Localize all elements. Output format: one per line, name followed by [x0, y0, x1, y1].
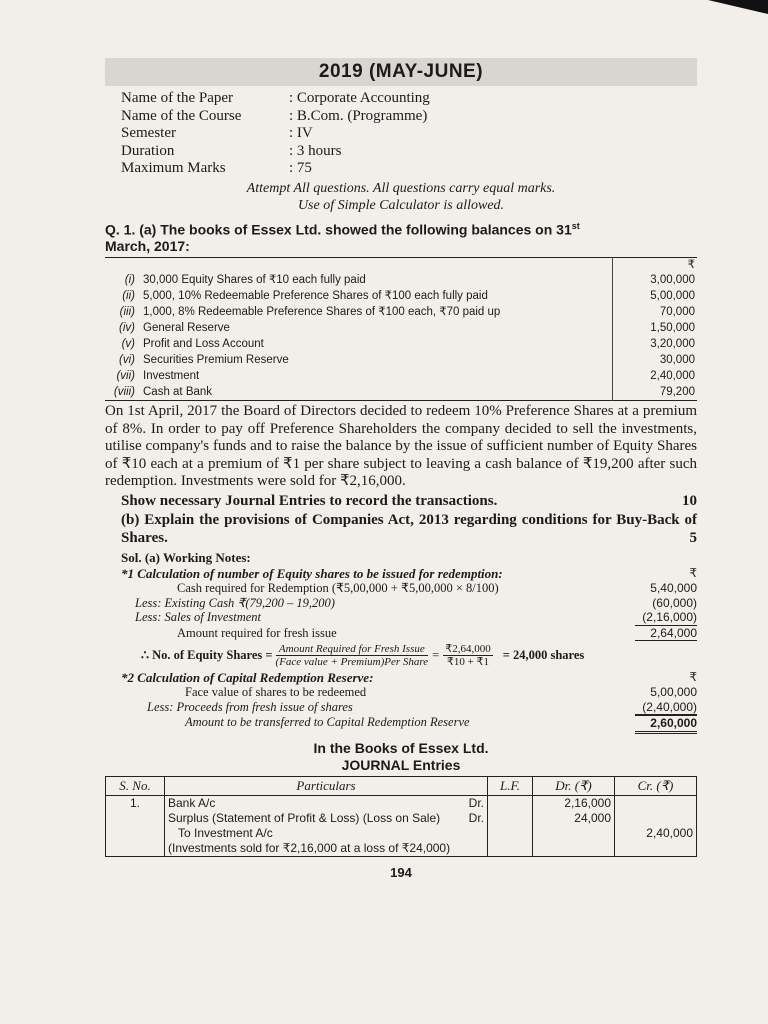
exam-page — [105, 58, 697, 880]
calc-row: Amount required for fresh issue 2,64,000 — [177, 625, 697, 640]
page-corner-shadow — [708, 0, 768, 14]
table-row: (iv) General Reserve 1,50,000 — [119, 322, 695, 335]
part-b-question: (b) Explain the provisions of Companies Act, 2013 regarding conditions for Buy-Back of Shares. 5 — [121, 512, 697, 546]
solution-section — [105, 550, 697, 734]
show-instruction: Show necessary Journal Entries to record the transactions. 10 — [121, 492, 697, 509]
calc-row: Face value of shares to be redeemed 5,00,000 — [185, 685, 697, 700]
page-title: 2019 (MAY-JUNE) — [318, 61, 484, 82]
books-heading: In the Books of Essex Ltd. — [313, 739, 489, 756]
meta-row: Maximum Marks : 75 — [121, 160, 312, 176]
journal-table — [105, 776, 697, 857]
calc-row: Cash required for Redemption (₹5,00,000 + ₹5,00,000 × 8/100) 5,40,000 — [177, 581, 697, 596]
question-1-heading: Q. 1. (a) The books of Essex Ltd. showed the following balances on 31st March, 2017: — [105, 220, 580, 255]
instructions: Attempt All questions. All questions carry equal marks. Use of Simple Calculator is allowed. — [246, 180, 556, 213]
table-row: (i) 30,000 Equity Shares of ₹10 each fully paid 3,00,000 — [124, 274, 695, 287]
working-note-1-title: *1 Calculation of number of Equity shares to be issued for redemption: ₹ — [121, 566, 697, 582]
meta-row: Duration : 3 hours — [121, 142, 342, 159]
calc-row: Less: Proceeds from fresh issue of shares (2,40,000) — [147, 699, 697, 714]
table-row: (viii) Cash at Bank 79,200 — [105, 384, 697, 401]
calc-row: Less: Sales of Investment (2,16,000) — [135, 610, 697, 625]
journal-line: Surplus (Statement of Profit & Loss) (Loss on Sale) Dr. — [168, 810, 484, 825]
equity-shares-formula: ∴ No. of Equity Shares = $\frac{\text{Amount Required for Fresh Issue}}{\text{(Face value + Premium)Per Share}}$ = $\frac{₹2,64,000}{₹10 + ₹1}$ = 24,000 shares — [141, 643, 585, 669]
calc-row: Less: Existing Cash ₹(79,200 – 19,200) (60,000) — [135, 595, 697, 610]
table-header-row: ₹ — [105, 258, 697, 273]
table-row: (v) Profit and Loss Account 3,20,000 — [121, 338, 695, 351]
meta-row: Name of the Paper : Corporate Accounting — [121, 90, 430, 106]
year-banner — [105, 58, 697, 86]
meta-row: Name of the Course : B.Com. (Programme) — [121, 107, 428, 124]
table-row: (iii) 1,000, 8% Redeemable Preference Shares of ₹100 each, ₹70 paid up 70,000 — [119, 306, 695, 319]
journal-line: (Investments sold for ₹2,16,000 at a loss of ₹24,000) — [168, 840, 451, 855]
table-row: (ii) 5,000, 10% Redeemable Preference Shares of ₹100 each fully paid 5,00,000 — [122, 290, 695, 303]
balances-table — [105, 257, 697, 401]
working-note-2-title: *2 Calculation of Capital Redemption Reserve: ₹ — [121, 670, 697, 686]
solution-heading: Sol. (a) Working Notes: — [121, 550, 251, 566]
journal-line: Bank A/c Dr. — [168, 795, 484, 810]
table-row: (vi) Securities Premium Reserve 30,000 — [119, 354, 695, 367]
journal-line: To Investment A/c — [178, 825, 273, 840]
journal-header-row: S. No. Particulars L.F. Dr. (₹) Cr. (₹) — [106, 776, 697, 795]
page-number: 194 — [390, 864, 412, 880]
question-paragraph: On 1st April, 2017 the Board of Directors decided to redeem 10% Preference Shares at a premium of 8%. In order to pay off Preference Shareholders the company decided to sell the investments, utilise company's funds and to raise the balance by the issue of sufficient number of Equity Shares of ₹10 each at a premium of ₹1 per share subject to leaving a cash balance of ₹19,200 after such redemption. Investments were sold for ₹2,16,000. — [105, 403, 697, 490]
journal-title: JOURNAL Entries — [341, 756, 461, 773]
table-row: (vii) Investment 2,40,000 — [116, 370, 695, 383]
paper-details — [121, 90, 697, 178]
meta-row: Semester : IV — [121, 125, 313, 141]
journal-row: 1. Bank A/c Dr. Surplus (Statement of Profit & Loss) (Loss on Sale) Dr. To Investment A/c (Investments sold for ₹2,16,000 at a loss of ₹24,000) 2,16,000 24,000 2,40,000 — [106, 795, 697, 856]
calc-row: Amount to be transferred to Capital Redemption Reserve 2,60,000 — [121, 715, 697, 734]
